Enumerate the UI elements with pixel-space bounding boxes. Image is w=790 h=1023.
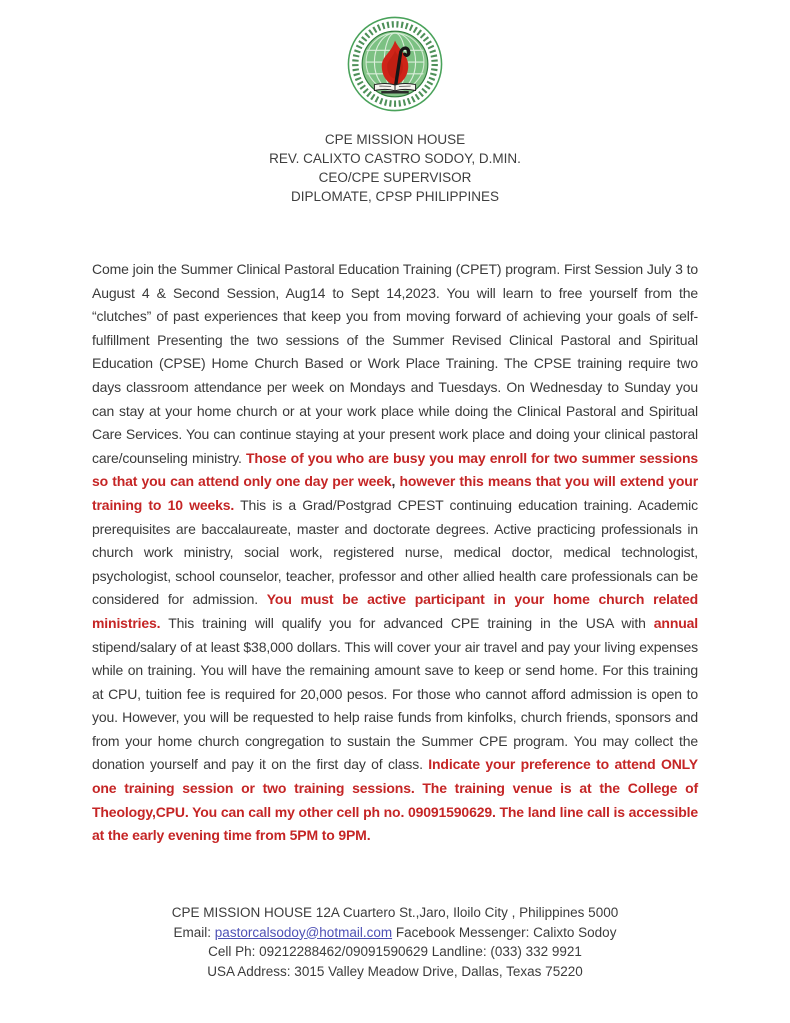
body-text-segment: This training will qualify you for advanced CPE training in the USA with (160, 614, 654, 631)
footer-messenger-text: Facebook Messenger: Calixto Sodoy (392, 924, 617, 940)
body-text-segment-red: Those of you who are busy you may enroll for two summer sessions so that you can attend only one day per week (92, 449, 698, 490)
body-text-segment-dark: , (391, 473, 396, 490)
body-text-segment: This is a Grad/Postgrad CPEST continuing education training. Academic prerequisites are baccalaureate, master and doctorate degrees. Active practicing professionals in church work ministry, social work, registered nurse, medical doctor, medical technologist, psychologist, school counselor, teacher, professor and other allied health care professionals can be considered for admission. (92, 496, 698, 608)
letterhead-diplomate: DIPLOMATE, CPSP PHILIPPINES (290, 189, 500, 204)
body-text-segment: Come join the Summer Clinical Pastoral Education Training (CPET) program. First Session July 3 to August 4 & Second Session, Aug14 to Sept 14,2023. You will learn to free yourself from the “clutches” of past experiences that keep you from moving forward of achieving your goals of self-fulfillment Presenting the two sessions of the Summer Revised Clinical Pastoral and Spiritual Education (CPSE) Home Church Based or Work Place Training. The CPSE training require two days classroom attendance per week on Mondays and Tuesdays. On Wednesday to Sunday you can stay at your home church or at your work place while doing the Clinical Pastoral and Spiritual Care Services. You can continue staying at your present work place and doing your clinical pastoral care/counseling ministry. (92, 261, 698, 466)
footer-email-label: Email: (173, 924, 215, 940)
letterhead-org-name: CPE MISSION HOUSE (324, 132, 466, 147)
letterhead-rev-name: REV. CALIXTO CASTRO SODOY, D.MIN. (269, 151, 521, 166)
body-text-segment-red: annual (653, 614, 698, 631)
footer-phone-line: Cell Ph: 09212288462/09091590629 Landline: (033) 332 9921 (208, 944, 582, 959)
email-link[interactable]: pastorcalsodoy@hotmail.com (214, 924, 393, 940)
body-paragraph (92, 258, 698, 848)
body-text-segment-red: Indicate your preference to attend ONLY one training session or two training sessions. The training venue is at the College of Theology,CPU. You can call my other cell ph no. 09091590629. The land line call is accessible at the early evening time from 5PM to 9PM. (92, 756, 698, 844)
cpe-mission-house-seal-logo (346, 14, 444, 114)
footer-usa-address-line: USA Address: 3015 Valley Meadow Drive, Dallas, Texas 75220 (207, 963, 583, 979)
body-text-segment-red: You must be active participant in your home church related ministries. (92, 591, 699, 631)
footer-address-line: CPE MISSION HOUSE 12A Cuartero St.,Jaro, Iloilo City , Philippines 5000 (171, 905, 619, 920)
letterhead (0, 130, 790, 206)
body-text-segment: stipend/salary of at least $38,000 dollars. This will cover your air travel and pay your living expenses while on training. You will have the remaining amount save to keep or send home. For this training at CPU, tuition fee is required for 20,000 pesos. For those who cannot afford admission is open to you. However, you will be requested to help raise funds from kinfolks, church friends, sponsors and from your home church congregation to sustain the Summer CPE program. You may collect the donation yourself and pay it on the first day of class. (92, 638, 698, 773)
footer-contact (0, 903, 790, 981)
body-text-segment-red: however this means that you will extend your training to 10 weeks. (92, 473, 698, 513)
letterhead-title: CEO/CPE SUPERVISOR (318, 170, 472, 185)
footer-email-line (0, 923, 790, 943)
